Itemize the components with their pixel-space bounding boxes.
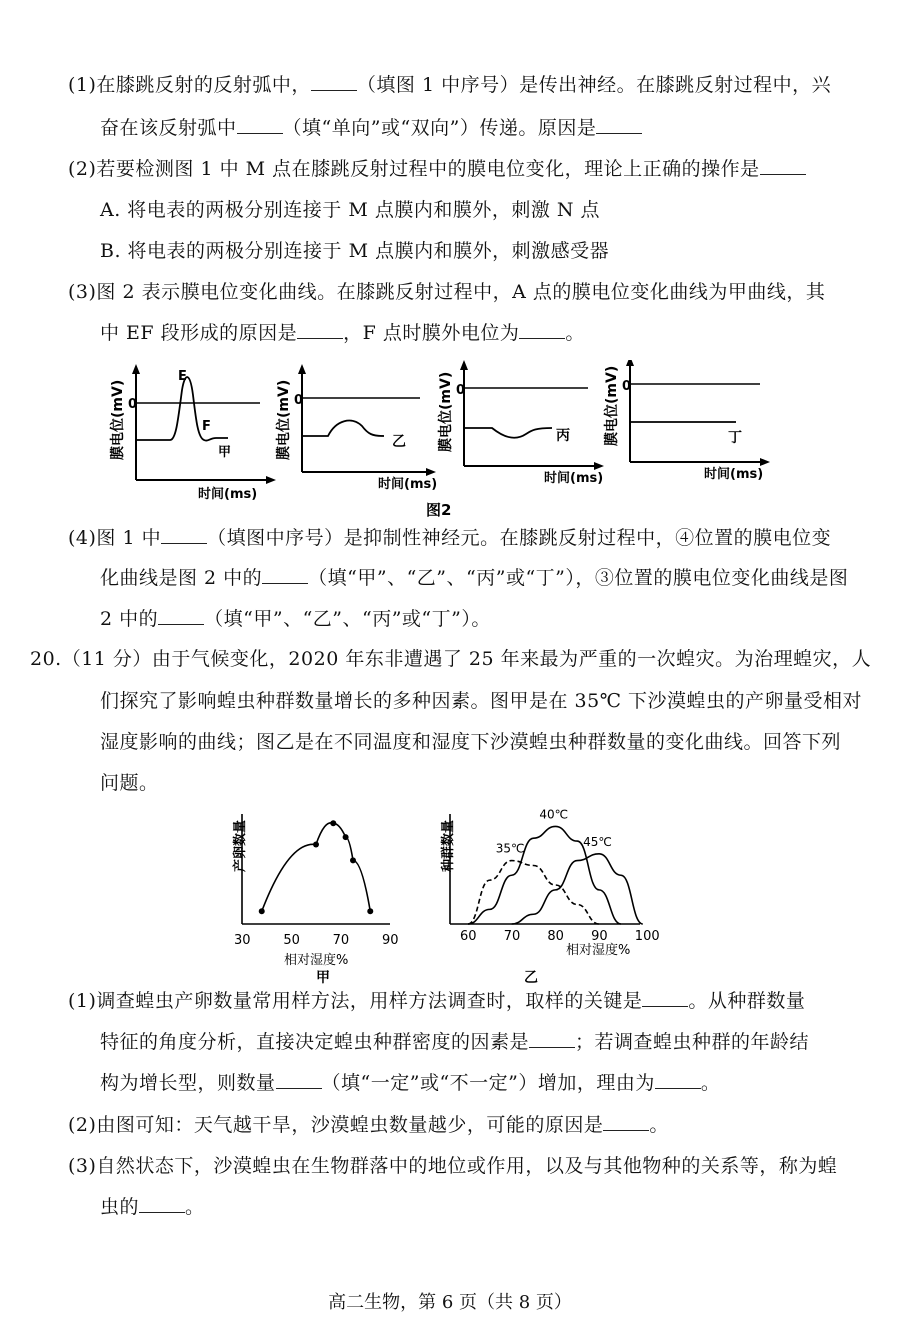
series-label: 45℃ [583, 834, 612, 849]
text: （填“甲”、“乙”、“丙”或“丁”），③位置的膜电位变化曲线是图 [308, 567, 849, 589]
text: (3)自然状态下，沙漠蝗虫在生物群落中的地位或作用，以及与其他物种的关系等，称为蝗 [68, 1155, 838, 1177]
x-tick-label: 70 [332, 933, 350, 948]
label-F: F [202, 419, 211, 434]
curve-yi [302, 421, 384, 436]
data-point [330, 820, 336, 826]
label-bing: 丙 [556, 428, 570, 444]
text: 。 [565, 322, 585, 344]
answer-blank[interactable] [519, 322, 565, 339]
text: 20.（11 分）由于气候变化，2020 年东非遭遇了 25 年来最为严重的一次蝗灾。为治理蝗灾，人 [30, 648, 872, 670]
data-point [350, 857, 356, 863]
arrow [132, 364, 140, 374]
text: 问题。 [100, 772, 159, 794]
curve-jia [136, 377, 228, 440]
text: （填“一定”或“不一定”）增加，理由为 [321, 1072, 655, 1094]
data-point [313, 842, 319, 848]
answer-blank[interactable] [158, 608, 204, 625]
q20-stem-line1 [30, 644, 871, 671]
fig2-ylabel: 膜电位(mV) [604, 365, 620, 446]
curve-bing [464, 428, 552, 438]
text: (2)若要检测图 1 中 M 点在膝跳反射过程中的膜电位变化，理论上正确的操作是 [68, 158, 760, 180]
text: (4)图 1 中 [68, 527, 162, 549]
chart-jia [220, 806, 420, 984]
arrow [460, 360, 468, 370]
zero-label: 0 [294, 393, 304, 408]
text: (3)图 2 表示膜电位变化曲线。在膝跳反射过程中，A 点的膜电位变化曲线为甲曲线，其 [68, 281, 826, 303]
egg-count-curve [262, 823, 371, 912]
q19-part1-line1 [68, 70, 831, 97]
fig2-caption: 图2 [426, 501, 452, 519]
text: 2 中的 [100, 608, 159, 630]
answer-blank[interactable] [311, 74, 357, 91]
fig2-panel-jia [109, 364, 276, 502]
text: 化曲线是图 2 中的 [100, 567, 263, 589]
q19-part1-line2 [100, 113, 642, 140]
data-point [343, 834, 349, 840]
text: 湿度影响的曲线；图乙是在不同温度和湿度下沙漠蝗虫种群数量的变化曲线。回答下列 [100, 731, 842, 753]
x-tick-label: 70 [503, 929, 521, 944]
text: B. 将电表的两极分别连接于 M 点膜内和膜外，刺激感受器 [100, 240, 610, 262]
text: 。 [185, 1196, 205, 1218]
fig2-ylabel: 膜电位(mV) [110, 379, 126, 460]
figure-2 [100, 360, 780, 520]
text: 特征的角度分析，直接决定蝗虫种群密度的因素是 [100, 1031, 530, 1053]
text: 中 EF 段形成的原因是 [100, 322, 298, 344]
text: A. 将电表的两极分别连接于 M 点膜内和膜外，刺激 N 点 [100, 199, 601, 221]
answer-blank[interactable] [603, 1114, 649, 1131]
text: （填图中序号）是抑制性神经元。在膝跳反射过程中，④位置的膜电位变 [207, 527, 832, 549]
text: 。 [700, 1072, 721, 1094]
text: ，F 点时膜外电位为 [343, 322, 520, 344]
x-tick-label: 60 [460, 929, 477, 944]
zero-label: 0 [456, 383, 466, 398]
q19-part4-line2 [100, 563, 848, 590]
answer-blank[interactable] [655, 1072, 701, 1089]
answer-blank[interactable] [237, 117, 283, 134]
q20-stem-line4 [100, 768, 159, 795]
arrow [760, 458, 770, 466]
text: 们探究了影响蝗虫种群数量增长的多种因素。图甲是在 35℃ 下沙漠蝗虫的产卵量受相对 [100, 690, 863, 712]
arrow [626, 360, 634, 366]
fig2-panel-ding [603, 360, 770, 482]
zero-label: 0 [622, 379, 632, 394]
chart-title-yi: 乙 [524, 970, 538, 984]
answer-blank[interactable] [642, 990, 688, 1007]
fig2-xlabel: 时间(ms) [544, 471, 604, 486]
q20-stem-line2 [100, 686, 862, 713]
arrow [298, 364, 306, 374]
data-point [259, 908, 265, 914]
q19-part4-line1 [68, 523, 831, 550]
q19-part2 [68, 154, 806, 181]
answer-blank[interactable] [596, 117, 642, 134]
label-yi: 乙 [392, 434, 406, 450]
x-tick-label: 90 [382, 933, 399, 948]
fig2-panel-yi [275, 364, 437, 492]
answer-blank[interactable] [760, 158, 806, 175]
y-axis-label: 产卵数量 [233, 819, 248, 872]
text: 奋在该反射弧中 [100, 117, 237, 139]
q20-part1-line1 [68, 986, 805, 1013]
answer-blank[interactable] [161, 527, 207, 544]
text: 构为增长型，则数量 [100, 1072, 276, 1094]
zero-label: 0 [128, 397, 138, 412]
answer-blank[interactable] [276, 1072, 322, 1089]
label-ding: 丁 [728, 430, 742, 446]
series-line-45℃ [512, 854, 643, 924]
fig2-ylabel: 膜电位(mV) [276, 379, 292, 460]
answer-blank[interactable] [262, 567, 308, 584]
fig2-xlabel: 时间(ms) [704, 467, 764, 482]
text: (1)调查蝗虫产卵数量常用样方法，用样方法调查时，取样的关键是 [68, 990, 643, 1012]
label-jia: 甲 [218, 445, 232, 460]
q20-part1-line3 [100, 1068, 720, 1095]
text: （填“单向”或“双向”）传递。原因是 [282, 117, 597, 139]
text: ；若调查蝗虫种群的年龄结 [575, 1031, 810, 1053]
x-tick-label: 50 [283, 933, 300, 948]
text: 。 [649, 1114, 669, 1136]
x-tick-label: 100 [634, 929, 660, 944]
q20-part3-line1 [68, 1151, 837, 1178]
arrow [594, 462, 604, 470]
q19-part4-line3 [100, 604, 491, 631]
text: 虫的 [100, 1196, 140, 1218]
text: 。从种群数量 [688, 990, 806, 1012]
q20-part3-line2 [100, 1192, 205, 1219]
fig2-xlabel: 时间(ms) [198, 487, 258, 502]
data-point [367, 908, 373, 914]
answer-blank[interactable] [529, 1031, 575, 1048]
page-footer: 高二生物，第 6 页（共 8 页） [328, 1292, 572, 1313]
series-label: 35℃ [495, 841, 525, 856]
q19-option-a [100, 195, 600, 222]
q20-part2 [68, 1110, 669, 1137]
chart-title-jia: 甲 [316, 970, 330, 984]
q20-stem-line3 [100, 727, 841, 754]
arrow [426, 468, 436, 476]
text: （填图 1 中序号）是传出神经。在膝跳反射过程中，兴 [356, 74, 832, 96]
x-tick-label: 80 [547, 929, 564, 944]
fig2-xlabel: 时间(ms) [378, 477, 438, 492]
fig2-panel-bing [437, 360, 604, 486]
answer-blank[interactable] [139, 1196, 185, 1213]
x-axis-label: 相对湿度% [284, 953, 349, 968]
text: （填“甲”、“乙”、“丙”或“丁”）。 [204, 608, 491, 630]
answer-blank[interactable] [297, 322, 343, 339]
q19-part3-line2 [100, 318, 585, 345]
arrow [266, 476, 276, 484]
q19-option-b [100, 236, 609, 263]
y-axis-label: 种群数量 [441, 819, 456, 872]
x-tick-label: 30 [234, 933, 251, 948]
chart-yi [440, 806, 660, 984]
label-E: E [178, 369, 187, 384]
q19-part3-line1 [68, 277, 825, 304]
q20-part1-line2 [100, 1027, 809, 1054]
text: (1)在膝跳反射的反射弧中， [68, 74, 311, 96]
text: (2)由图可知：天气越干旱，沙漠蝗虫数量越少，可能的原因是 [68, 1114, 604, 1136]
x-tick-label: 90 [591, 929, 608, 944]
x-axis-label: 相对湿度% [566, 943, 631, 958]
series-label: 40℃ [539, 807, 569, 822]
fig2-ylabel: 膜电位(mV) [438, 371, 454, 452]
